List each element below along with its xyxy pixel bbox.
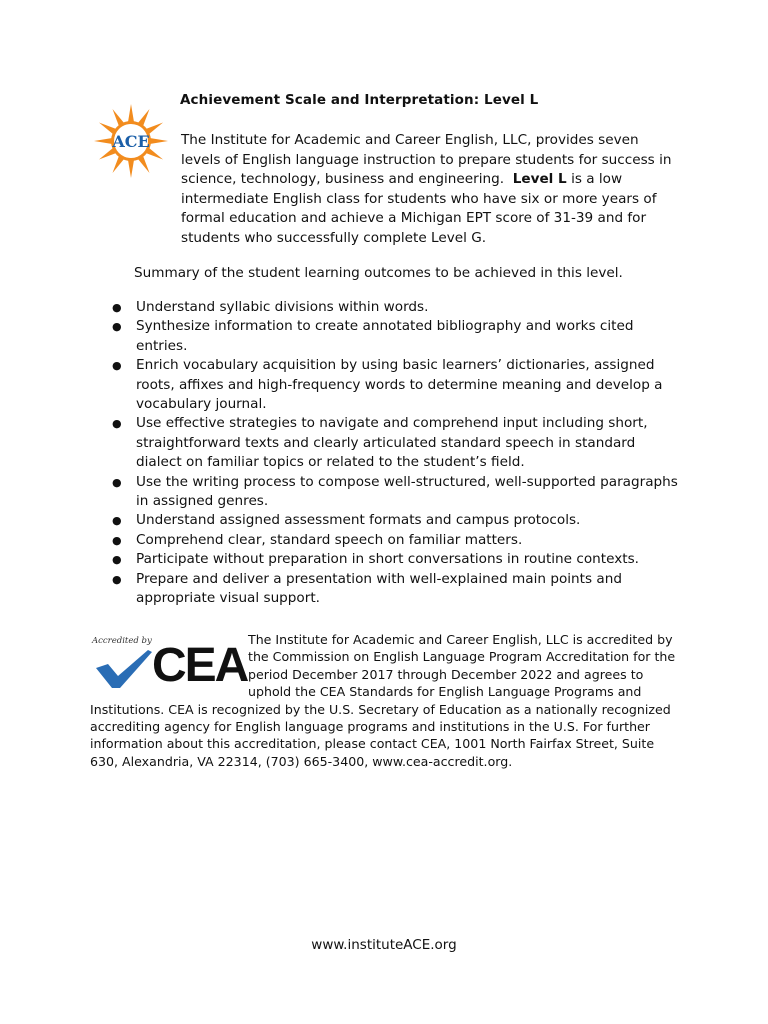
ace-sun-logo-icon [92,102,170,180]
outcome-text: Use effective strategies to navigate and comprehend input including short, straightforward texts and clearly articulated standard speech in standard dialect on familiar topics or related to the student’s field. [136,415,648,471]
list-item [112,356,680,414]
sun-ray [128,104,134,122]
accreditation-text: The Institute for Academic and Career English, LLC is accredited by the Commission on English Language Program Accreditation for the period December 2017 through December 2022 and agrees to uphold the CEA Standards for English Language Programs and Institutions. CEA is recognized by the U.S. Secretary of Education as a nationally recognized accrediting agency for English language programs and institutions in the U.S. For further information about this accreditation, please contact CEA, 1001 North Fairfax Street, Suite 630, Alexandria, VA 22314, (703) 665-3400, www.cea-accredit.org. [90,632,676,769]
sun-ray [150,138,168,144]
cea-logo-text: CEA [152,639,248,692]
bullet-icon: ● [112,514,122,528]
list-item [112,473,680,512]
page-title: Achievement Scale and Interpretation: Level L [180,92,539,108]
intro-paragraph [181,131,681,249]
outcome-text: Synthesize information to create annotated bibliography and works cited entries. [136,318,634,354]
list-item [112,511,680,530]
outcome-text: Understand syllabic divisions within words. [136,299,429,315]
footer-url: www.instituteACE.org [311,937,457,953]
list-item [112,298,680,317]
bullet-icon: ● [112,475,122,489]
level-label: Level L [512,171,567,188]
summary-text: Summary of the student learning outcomes to be achieved in this level. [134,265,623,281]
list-item [112,317,680,356]
intro-text-part1: The Institute for Academic and Career English, LLC, provides seven levels of English language instruction to prepare students for success in science, technology, business and engineering. [181,132,672,188]
bullet-icon: ● [112,417,122,431]
ace-logo-text: ACE [112,132,150,151]
bullet-icon: ● [112,359,122,373]
outcome-text: Participate without preparation in short conversations in routine contexts. [136,551,639,568]
outcome-text: Comprehend clear, standard speech on familiar matters. [136,531,523,548]
bullet-icon: ● [112,320,122,334]
bullet-icon: ● [112,301,122,314]
outcomes-list [112,298,680,609]
intro-text-part2: is a low intermediate English class for students who have six or more years of formal education and achieve a Michigan EPT score of 31-39 and for students who successfully complete Level G. [181,171,657,246]
list-item [112,570,680,609]
cea-logo [92,636,248,692]
accredited-by-label: Accredited by [92,636,152,646]
checkmark-icon [94,648,154,688]
outcome-text: Enrich vocabulary acquisition by using basic learners’ dictionaries, assigned roots, affixes and high-frequency words to determine meaning and develop a vocabulary journal. [136,357,663,413]
outcome-text: Understand assigned assessment formats and campus protocols. [136,512,581,529]
bullet-icon: ● [112,572,122,586]
outcome-text: Use the writing process to compose well-structured, well-supported paragraphs in assigned genres. [136,473,678,510]
sun-ray [94,138,112,144]
bullet-icon: ● [112,553,122,567]
list-item [112,550,680,569]
list-item [112,414,680,472]
bullet-icon: ● [112,533,122,547]
outcome-text: Prepare and deliver a presentation with well-explained main points and appropriate visual support. [136,570,622,607]
sun-ray [128,160,134,178]
list-item [112,531,680,550]
